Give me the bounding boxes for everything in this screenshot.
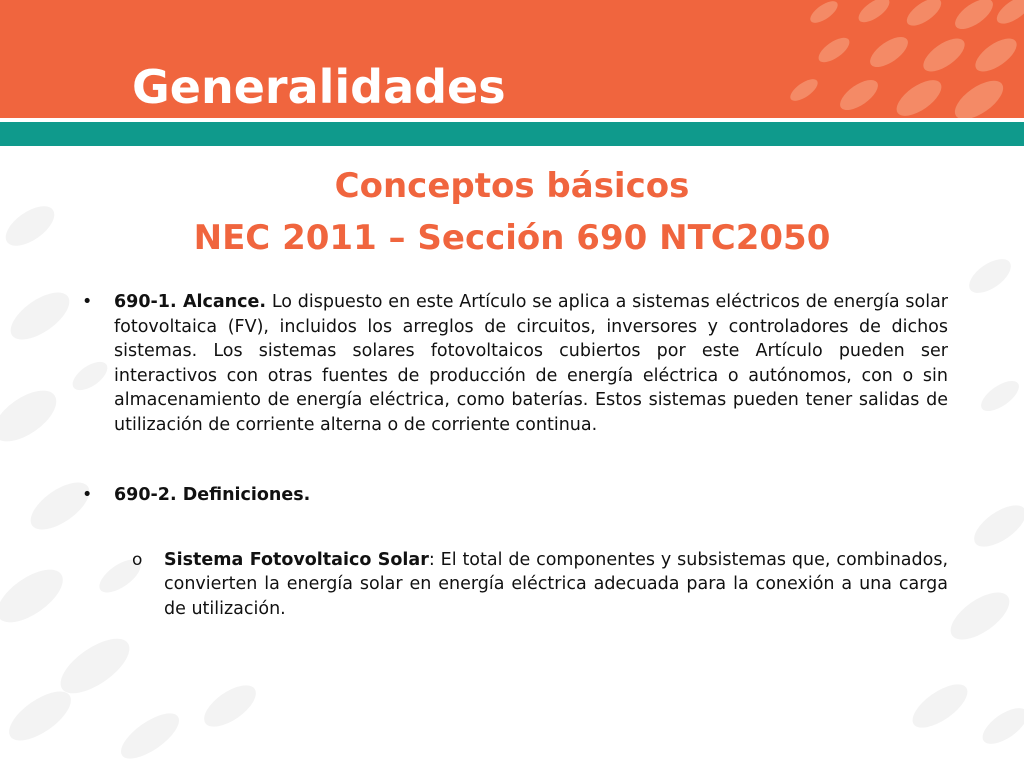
list-item bbox=[82, 290, 948, 437]
slide-subtitle bbox=[0, 160, 1024, 264]
circle-bullet-icon bbox=[132, 548, 142, 573]
list-item bbox=[82, 483, 948, 508]
content-area bbox=[82, 290, 948, 621]
item-term: 690-1. Alcance. bbox=[114, 292, 267, 312]
bullet-icon bbox=[82, 290, 102, 315]
item-text: Lo dispuesto en este Artículo se aplica a sistemas eléctricos de energía solar fotovoltaica (FV), incluidos los arreglos de circuitos, inversores y controladores de dichos sistemas. Los sistemas solares fotovoltaicos cubiertos por este Artículo pueden ser interactivos con otras fuentes de producción de energía eléctrica o autónomos, con o sin almacenamiento de energía eléctrica, como baterías. Estos sistemas pueden tener salidas de utilización de corriente alterna o de corriente continua. bbox=[114, 292, 949, 435]
subtitle-line-2: NEC 2011 – Sección 690 NTC2050 bbox=[193, 218, 831, 258]
slide-title: Generalidades bbox=[132, 60, 506, 114]
sub-list-item bbox=[82, 548, 948, 622]
item-term: 690-2. Definiciones. bbox=[114, 485, 311, 505]
bullet-icon bbox=[82, 483, 102, 508]
sub-item-term: Sistema Fotovoltaico Solar bbox=[164, 549, 429, 570]
header-accent-band bbox=[0, 122, 1024, 146]
subtitle-line-1: Conceptos básicos bbox=[334, 166, 690, 206]
header-dot-pattern bbox=[764, 0, 1024, 118]
sub-item-text: : El total de componentes y subsistemas que, combinados, convierten la energía solar en energía eléctrica adecuada para la conexión a una carga de utilización. bbox=[164, 549, 949, 619]
